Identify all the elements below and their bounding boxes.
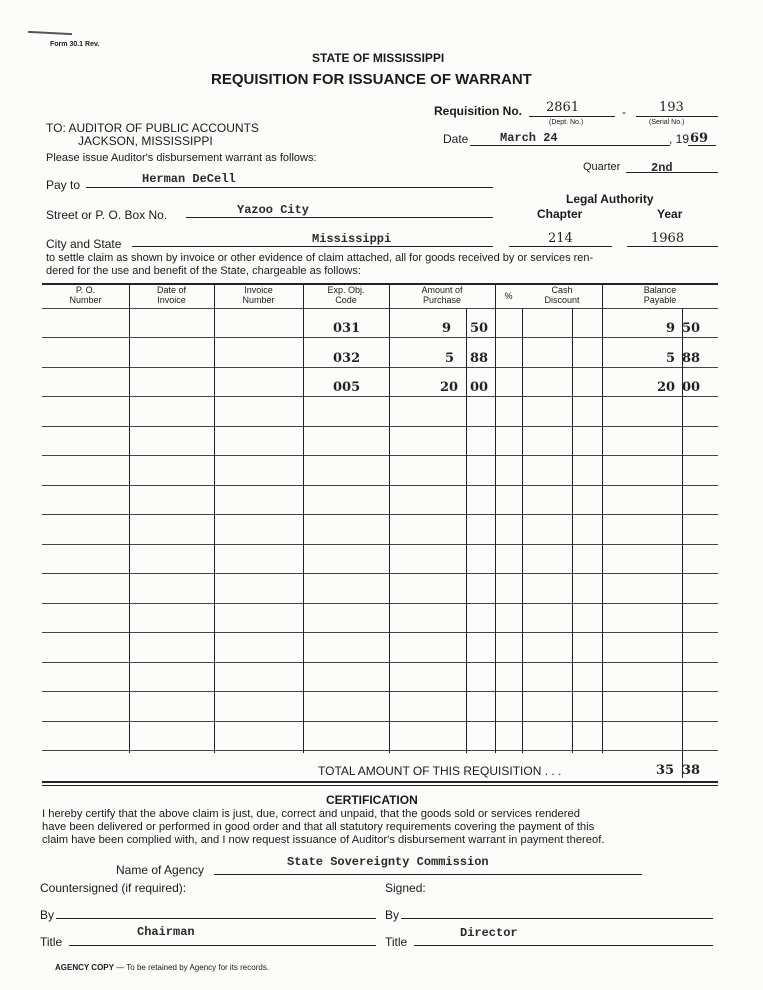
left-title-value: Chairman bbox=[137, 925, 195, 939]
requisition-dash: - bbox=[622, 105, 626, 119]
row2-amount-dollars: 5 bbox=[445, 351, 455, 366]
certification-line2: have been delivered or performed in good order and that all statutory requirements covering the payment of this bbox=[42, 821, 595, 833]
pay-to-value: Herman DeCell bbox=[142, 172, 236, 186]
by-label-right: By bbox=[385, 908, 400, 922]
header-percent: % bbox=[504, 291, 513, 301]
title-label-right: Title bbox=[385, 935, 408, 949]
authority-year-value: 1968 bbox=[651, 231, 685, 246]
agency-value: State Sovereignty Commission bbox=[287, 855, 489, 869]
header-amount-1: Amount of bbox=[421, 285, 463, 295]
row1-amount-cents: 50 bbox=[470, 321, 489, 336]
certification-line3: claim have been complied with, and I now request issuance of Auditor's disbursement warrant in payment thereof. bbox=[42, 834, 605, 846]
certification-heading: CERTIFICATION bbox=[326, 793, 418, 807]
header-exp-2: Code bbox=[335, 295, 357, 305]
city-value: Mississippi bbox=[312, 232, 392, 246]
serial-caption: (Serial No.) bbox=[649, 119, 685, 126]
header-invoice-1: Invoice bbox=[244, 285, 273, 295]
settle-text-2: dered for the use and benefit of the State, chargeable as follows: bbox=[46, 265, 361, 277]
instruction-text: Please issue Auditor's disbursement warrant as follows: bbox=[46, 152, 317, 164]
state-heading: STATE OF MISSISSIPPI bbox=[312, 51, 445, 65]
certification-line1: I hereby certify that the above claim is just, due, correct and unpaid, that the goods sold or services rendered bbox=[42, 808, 580, 820]
total-label: TOTAL AMOUNT OF THIS REQUISITION . . . bbox=[318, 764, 562, 778]
addressee-line1: TO: AUDITOR OF PUBLIC ACCOUNTS bbox=[46, 121, 259, 135]
serial-no-value: 193 bbox=[659, 100, 684, 115]
year-label: Year bbox=[657, 207, 683, 221]
row2-code: 032 bbox=[333, 351, 361, 366]
form-title: REQUISITION FOR ISSUANCE OF WARRANT bbox=[211, 71, 532, 88]
header-balance-2: Payable bbox=[643, 295, 677, 305]
chapter-label: Chapter bbox=[537, 207, 583, 221]
addressee-line2: JACKSON, MISSISSIPPI bbox=[78, 134, 213, 148]
total-cents: 38 bbox=[682, 763, 701, 778]
title-label-left: Title bbox=[40, 935, 63, 949]
row1-amount-dollars: 9 bbox=[442, 321, 452, 336]
countersigned-label: Countersigned (if required): bbox=[40, 881, 187, 895]
row3-amount-dollars: 20 bbox=[440, 380, 459, 395]
header-po-1: P. O. bbox=[75, 285, 96, 295]
header-amount-2: Purchase bbox=[422, 295, 462, 305]
street-value: Yazoo City bbox=[237, 203, 310, 217]
date-label: Date bbox=[443, 132, 469, 146]
header-exp-1: Exp. Obj. bbox=[327, 285, 365, 295]
header-cash-2: Discount bbox=[544, 295, 580, 305]
settle-text-1: to settle claim as shown by invoice or other evidence of claim attached, all for goods received by or services ren- bbox=[46, 252, 594, 264]
row1-balance-cents: 50 bbox=[682, 321, 701, 336]
right-title-value: Director bbox=[460, 926, 518, 940]
pen-mark bbox=[28, 31, 72, 35]
dept-caption: (Dept. No.) bbox=[549, 119, 584, 126]
row1-balance-dollars: 9 bbox=[666, 321, 676, 336]
legal-authority-label: Legal Authority bbox=[566, 192, 654, 206]
row3-code: 005 bbox=[333, 380, 361, 395]
pay-to-label: Pay to bbox=[46, 178, 81, 192]
year-prefix: , 19 bbox=[669, 132, 690, 146]
header-cash-1: Cash bbox=[551, 285, 573, 295]
row3-balance-dollars: 20 bbox=[657, 380, 676, 395]
street-label: Street or P. O. Box No. bbox=[46, 208, 168, 222]
header-invoice-2: Number bbox=[242, 295, 275, 305]
agency-copy-text: — To be retained by Agency for its records. bbox=[116, 963, 270, 972]
charges-table bbox=[42, 283, 718, 786]
row2-balance-dollars: 5 bbox=[666, 351, 676, 366]
date-value: March 24 bbox=[500, 131, 558, 145]
form-number: Form 30.1 Rev. bbox=[50, 41, 100, 48]
agency-label: Name of Agency bbox=[116, 863, 205, 877]
row3-balance-cents: 00 bbox=[682, 380, 701, 395]
dept-no-value: 2861 bbox=[546, 100, 580, 115]
requisition-label: Requisition No. bbox=[434, 104, 522, 118]
header-date-1: Date of bbox=[156, 285, 187, 295]
header-po-2: Number bbox=[69, 295, 102, 305]
by-label-left: By bbox=[40, 908, 55, 922]
header-balance-1: Balance bbox=[643, 285, 677, 295]
row1-code: 031 bbox=[333, 321, 361, 336]
quarter-value: 2nd bbox=[651, 161, 673, 175]
city-label: City and State bbox=[46, 237, 122, 251]
quarter-label: Quarter bbox=[583, 161, 621, 173]
row2-amount-cents: 88 bbox=[470, 351, 489, 366]
row3-amount-cents: 00 bbox=[470, 380, 489, 395]
chapter-value: 214 bbox=[548, 231, 573, 246]
total-dollars: 35 bbox=[656, 763, 675, 778]
agency-copy-label: AGENCY COPY bbox=[55, 963, 114, 972]
year-value: 69 bbox=[690, 131, 709, 146]
header-date-2: Invoice bbox=[157, 295, 186, 305]
signed-label: Signed: bbox=[385, 881, 426, 895]
row2-balance-cents: 88 bbox=[682, 351, 701, 366]
